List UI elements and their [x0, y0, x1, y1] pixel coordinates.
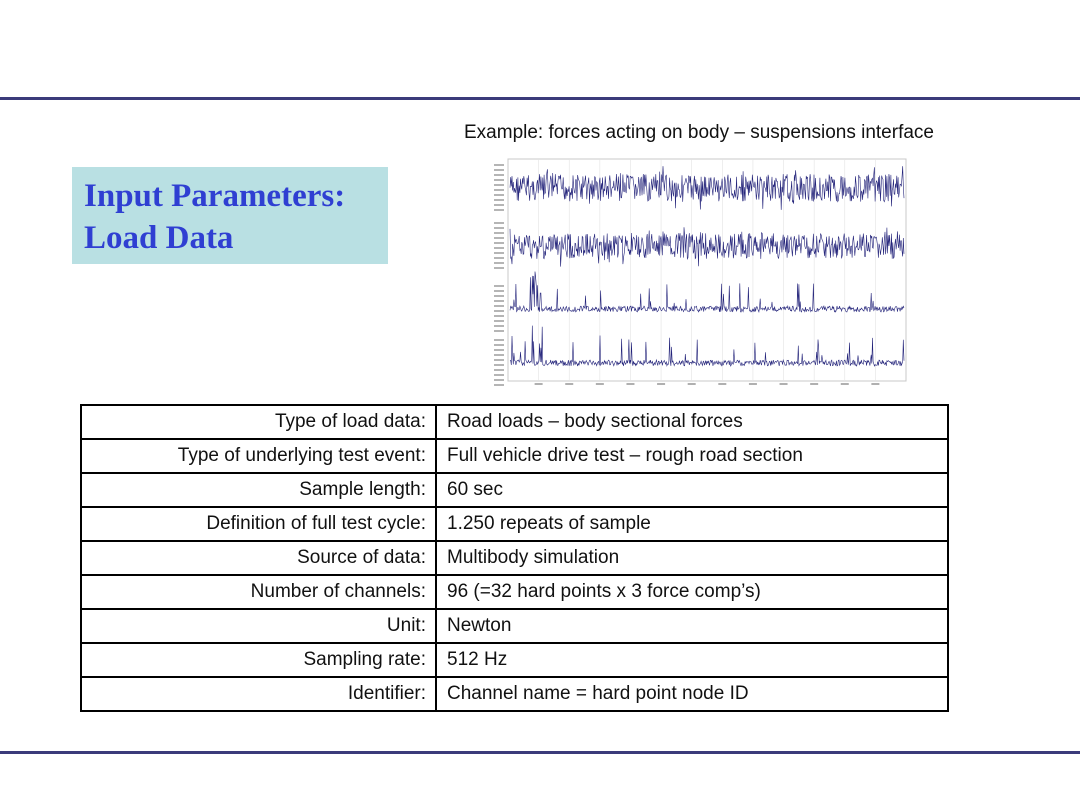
plot-tick-mark [871, 383, 879, 385]
plot-axis-tick [494, 384, 504, 386]
parameter-label: Type of load data: [81, 405, 436, 439]
plot-axis-tick [494, 237, 504, 239]
plot-axis-tick [494, 267, 504, 269]
plot-axis-tick [494, 174, 504, 176]
plot-axis-tick [494, 315, 504, 317]
parameter-label: Identifier: [81, 677, 436, 711]
parameter-value: Full vehicle drive test – rough road section [436, 439, 948, 473]
top-divider-line [0, 97, 1080, 100]
table-row [81, 405, 948, 439]
plot-axis-tick [494, 232, 504, 234]
parameter-label: Unit: [81, 609, 436, 643]
slide-title-line-1: Input Parameters: [84, 178, 346, 214]
plot-tick-mark [657, 383, 665, 385]
parameter-label: Definition of full test cycle: [81, 507, 436, 541]
plot-axis-tick [494, 179, 504, 181]
table-row [81, 541, 948, 575]
example-caption: Example: forces acting on body – suspensions interface [464, 122, 934, 143]
parameter-value: Road loads – body sectional forces [436, 405, 948, 439]
plot-axis-tick [494, 257, 504, 259]
plot-axis-tick [494, 369, 504, 371]
plot-axis-tick [494, 349, 504, 351]
plot-axis-tick [494, 189, 504, 191]
table-row [81, 575, 948, 609]
plot-axis-tick [494, 242, 504, 244]
parameter-label: Sampling rate: [81, 643, 436, 677]
slide-title-line-2: Load Data [84, 220, 234, 256]
table-row [81, 439, 948, 473]
parameter-value: Channel name = hard point node ID [436, 677, 948, 711]
plot-axis-tick [494, 344, 504, 346]
parameter-value: 60 sec [436, 473, 948, 507]
plot-axis-tick [494, 184, 504, 186]
plot-axis-tick [494, 374, 504, 376]
plot-axis-tick [494, 194, 504, 196]
plot-axis-tick [494, 199, 504, 201]
plot-axis-tick [494, 204, 504, 206]
parameter-value: 1.250 repeats of sample [436, 507, 948, 541]
plot-tick-mark [535, 383, 543, 385]
plot-tick-mark [596, 383, 604, 385]
parameter-table-body [81, 405, 948, 711]
plot-axis-tick [494, 310, 504, 312]
plot-axis-tick [494, 222, 504, 224]
plot-axis-tick [494, 295, 504, 297]
parameter-value: 512 Hz [436, 643, 948, 677]
plot-axis-tick [494, 320, 504, 322]
plot-axis-tick [494, 285, 504, 287]
plot-axis-tick [494, 262, 504, 264]
plot-axis-tick [494, 325, 504, 327]
table-row [81, 609, 948, 643]
plot-axis-tick [494, 169, 504, 171]
load-data-parameter-table [80, 404, 949, 712]
plot-axis-tick [494, 252, 504, 254]
plot-tick-mark [565, 383, 573, 385]
plot-tick-mark [841, 383, 849, 385]
plot-axis-tick [494, 339, 504, 341]
plot-axis-tick [494, 379, 504, 381]
parameter-label: Source of data: [81, 541, 436, 575]
table-row [81, 643, 948, 677]
plot-axis-tick [494, 209, 504, 211]
load-signal-plot [486, 156, 910, 390]
parameter-label: Sample length: [81, 473, 436, 507]
plot-tick-mark [749, 383, 757, 385]
parameter-value: Multibody simulation [436, 541, 948, 575]
plot-axis-tick [494, 305, 504, 307]
parameter-label: Number of channels: [81, 575, 436, 609]
plot-axis-tick [494, 164, 504, 166]
plot-axis-tick [494, 227, 504, 229]
plot-axis-tick [494, 359, 504, 361]
plot-tick-mark [688, 383, 696, 385]
plot-axis-tick [494, 330, 504, 332]
slide-title-box [72, 167, 388, 264]
plot-axis-tick [494, 247, 504, 249]
bottom-divider-line [0, 751, 1080, 754]
plot-axis-tick [494, 364, 504, 366]
parameter-value: 96 (=32 hard points x 3 force comp’s) [436, 575, 948, 609]
parameter-value: Newton [436, 609, 948, 643]
table-row [81, 677, 948, 711]
parameter-label: Type of underlying test event: [81, 439, 436, 473]
plot-axis-tick [494, 354, 504, 356]
plot-tick-mark [718, 383, 726, 385]
plot-tick-mark [780, 383, 788, 385]
table-row [81, 507, 948, 541]
plot-tick-mark [626, 383, 634, 385]
table-row [81, 473, 948, 507]
plot-axis-tick [494, 290, 504, 292]
plot-tick-mark [810, 383, 818, 385]
plot-axis-tick [494, 300, 504, 302]
